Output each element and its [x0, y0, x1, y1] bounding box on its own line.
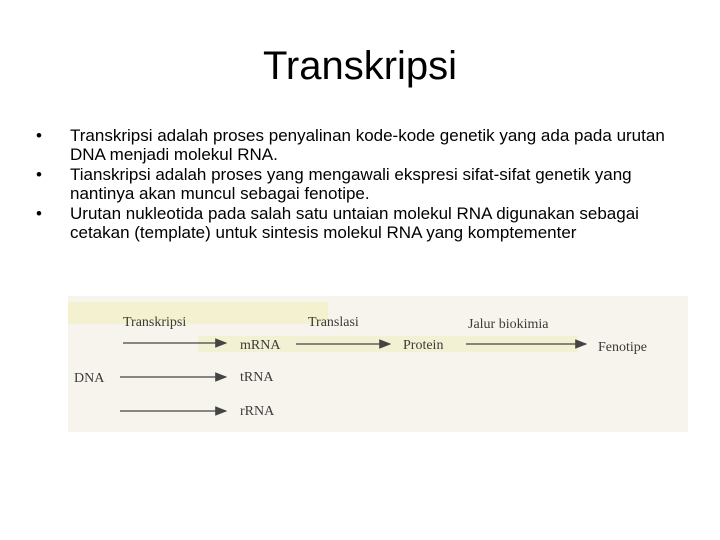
trna-label: tRNA — [240, 370, 274, 385]
slide-title: Transkripsi — [262, 44, 458, 88]
bullet-text: Transkripsi adalah proses penyalinan kode-kode genetik yang ada pada urutan DNA menjadi molekul RNA. — [70, 126, 665, 164]
bullet-item — [36, 165, 686, 203]
transcription-label: Transkripsi — [123, 315, 187, 330]
diagram-canvas — [68, 296, 688, 432]
rrna-label: rRNA — [240, 404, 275, 419]
bullet-icon: • — [36, 204, 42, 223]
mrna-label: mRNA — [240, 338, 281, 353]
highlight-band — [68, 302, 328, 324]
dna-label: DNA — [74, 371, 105, 386]
phenotype-label: Fenotipe — [598, 340, 647, 355]
bullet-list — [36, 126, 686, 243]
translation-label: Translasi — [308, 315, 359, 330]
bullet-item — [36, 126, 686, 164]
protein-label: Protein — [403, 338, 444, 353]
gene-expression-diagram — [68, 296, 688, 432]
bullet-icon: • — [36, 126, 42, 145]
bullet-text: Tianskripsi adalah proses yang mengawali ekspresi sifat-sifat genetik yang nantinya akan muncul sebagai fenotipe. — [70, 165, 632, 203]
bullet-text: Urutan nukleotida pada salah satu untaian molekul RNA digunakan sebagai cetakan (template) untuk sintesis molekul RNA yang komptementer — [70, 204, 639, 242]
bullet-icon: • — [36, 165, 42, 184]
bullet-item — [36, 204, 686, 242]
pathway-label: Jalur biokimia — [468, 317, 549, 332]
